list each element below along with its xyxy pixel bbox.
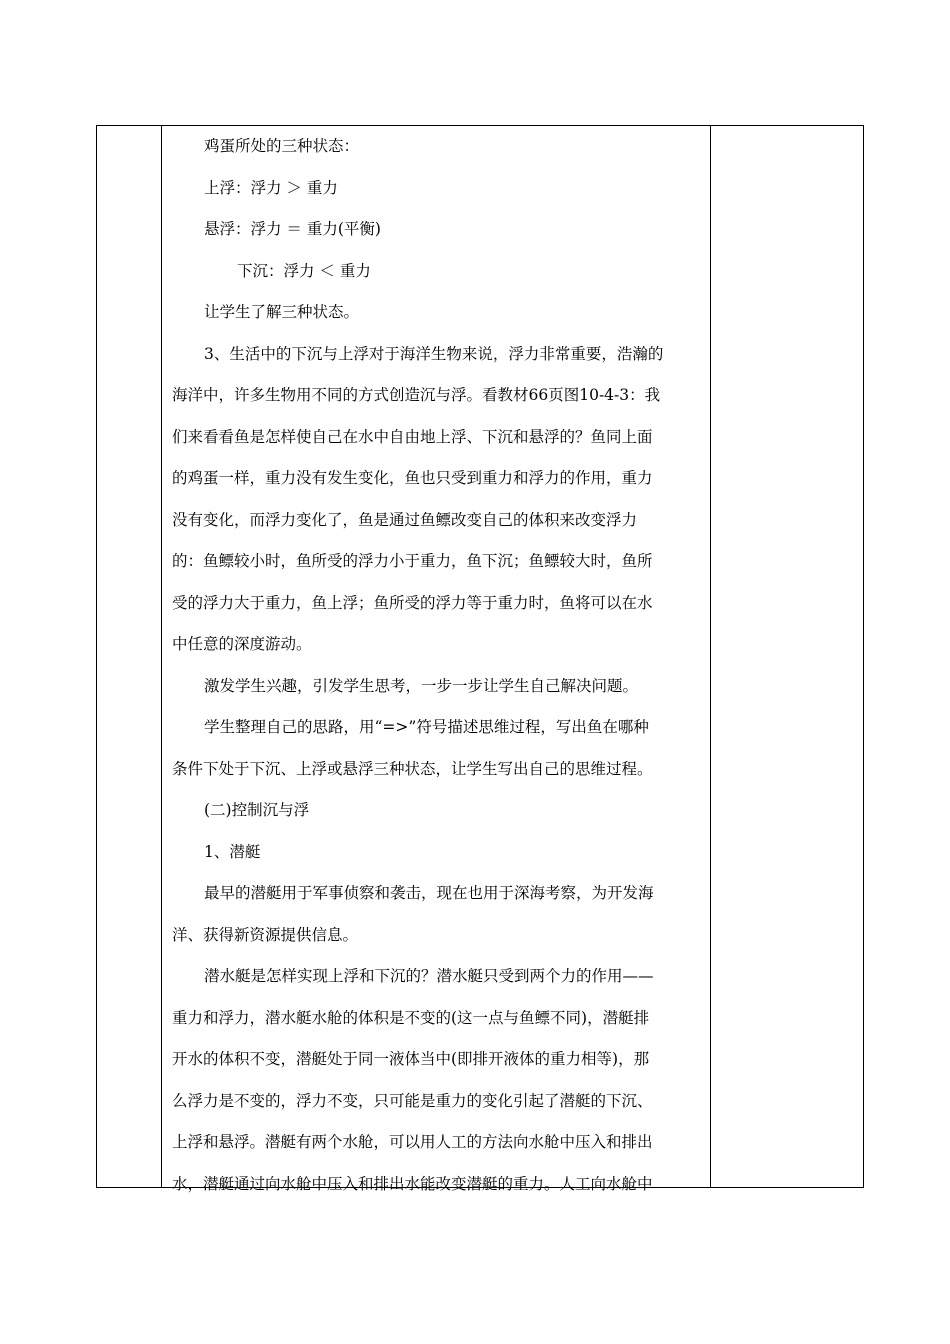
subsection-heading: 1、潜艇 xyxy=(204,842,261,861)
lesson-table xyxy=(96,125,864,1193)
text-line: 最早的潜艇用于军事侦察和袭击，现在也用于深海考察，为开发海 xyxy=(204,884,654,902)
left-column-divider xyxy=(161,126,162,1187)
text-line: 开水的体积不变，潜艇处于同一液体当中(即排开液体的重力相等)，那 xyxy=(172,1050,650,1068)
text-line: 的鸡蛋一样，重力没有发生变化，鱼也只受到重力和浮力的作用，重力 xyxy=(172,469,653,487)
text-line: 让学生了解三种状态。 xyxy=(204,303,360,321)
text-line: 潜水艇是怎样实现上浮和下沉的？潜水艇只受到两个力的作用—— xyxy=(204,967,654,985)
text-line: 受的浮力大于重力，鱼上浮；鱼所受的浮力等于重力时，鱼将可以在水 xyxy=(172,593,653,612)
section-heading: (二)控制沉与浮 xyxy=(204,801,310,819)
text-line: 么浮力是不变的，浮力不变，只可能是重力的变化引起了潜艇的下沉、 xyxy=(172,1091,653,1110)
text-line: 的：鱼鳔较小时，鱼所受的浮力小于重力，鱼下沉；鱼鳔较大时，鱼所 xyxy=(172,552,653,570)
text-line: 中任意的深度游动。 xyxy=(172,635,312,653)
text-line: 洋、获得新资源提供信息。 xyxy=(172,925,359,944)
right-column-divider xyxy=(710,126,711,1187)
text-line: 下沉：浮力 ＜ 重力 xyxy=(237,261,371,280)
text-line: 重力和浮力，潜水艇水舱的体积是不变的(这一点与鱼鳔不同)，潜艇排 xyxy=(172,1008,650,1027)
text-line: 没有变化，而浮力变化了，鱼是通过鱼鳔改变自己的体积来改变浮力 xyxy=(172,510,638,529)
text-line: 上浮：浮力 ＞ 重力 xyxy=(204,178,338,197)
text-line: 悬浮：浮力 ＝ 重力(平衡) xyxy=(204,220,381,238)
main-content-cell xyxy=(172,126,703,1205)
text-line: 水，潜艇通过向水舱中压入和排出水能改变潜艇的重力。人工向水舱中 xyxy=(172,1174,653,1193)
text-line: 条件下处于下沉、上浮或悬浮三种状态，让学生写出自己的思维过程。 xyxy=(172,759,653,778)
text-line: 学生整理自己的思路，用“=>”符号描述思维过程，写出鱼在哪种 xyxy=(204,718,649,736)
text-line: 3、生活中的下沉与上浮对于海洋生物来说，浮力非常重要，浩瀚的 xyxy=(204,344,664,363)
text-line: 鸡蛋所处的三种状态： xyxy=(204,137,360,155)
text-line: 海洋中，许多生物用不同的方式创造沉与浮。看教材66页图10-4-3：我 xyxy=(172,386,661,404)
text-line: 们来看看鱼是怎样使自己在水中自由地上浮、下沉和悬浮的？鱼同上面 xyxy=(172,427,653,446)
text-line: 上浮和悬浮。潜艇有两个水舱，可以用人工的方法向水舱中压入和排出 xyxy=(172,1133,653,1151)
text-line: 激发学生兴趣，引发学生思考，一步一步让学生自己解决问题。 xyxy=(204,676,639,695)
